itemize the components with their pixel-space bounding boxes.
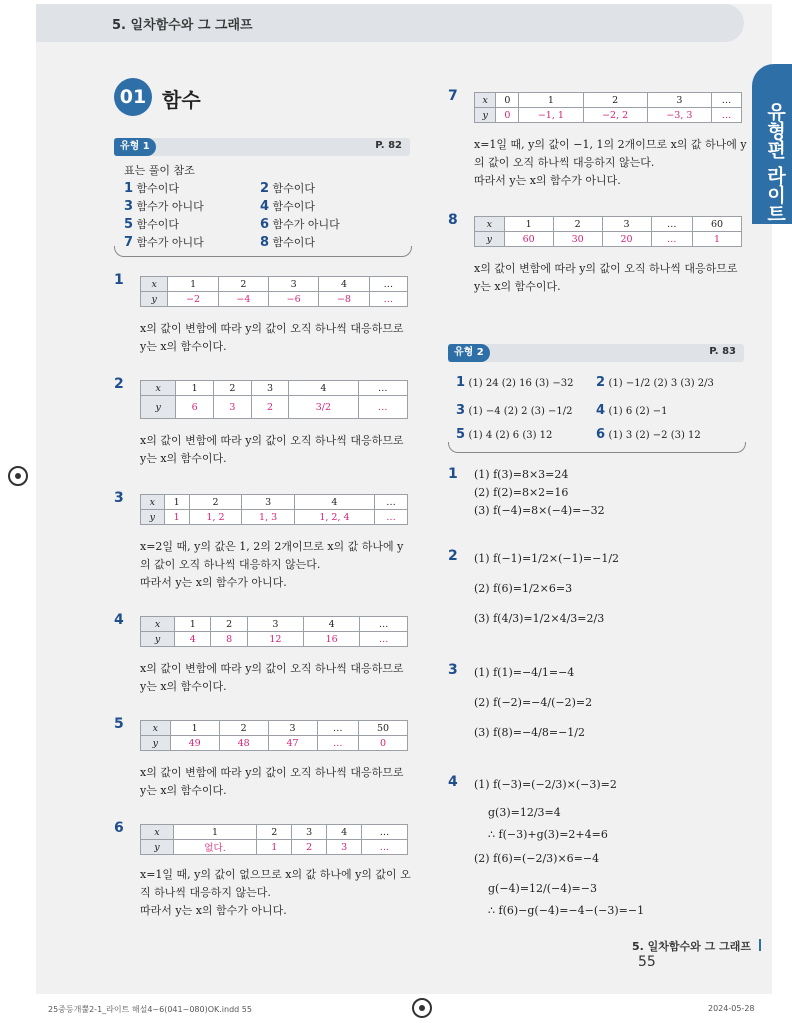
print-date: 2024-05-28 — [708, 1004, 755, 1013]
type2-answer: 2 (1) −1/2 (2) 3 (3) 2/3 — [596, 375, 714, 390]
table-cell: … — [651, 232, 693, 247]
table-cell: y — [141, 292, 168, 307]
table-cell: 4 — [327, 825, 362, 840]
table-cell: … — [369, 277, 407, 292]
solution-text: x의 값이 변함에 따라 y의 값이 오직 하나씩 대응하므로 y는 x의 함수이다. — [474, 262, 738, 293]
table-cell: 3 — [268, 721, 317, 736]
table-cell: 3 — [269, 277, 319, 292]
solution-text: x의 값이 변함에 따라 y의 값이 오직 하나씩 대응하므로 y는 x의 함수이다. — [140, 322, 404, 353]
table-cell: … — [358, 396, 407, 419]
registration-mark-icon — [412, 998, 432, 1018]
value-table — [474, 92, 742, 123]
type2-answer: 3 (1) −4 (2) 2 (3) −1/2 — [456, 403, 573, 418]
value-table — [140, 824, 408, 855]
equation-line: ∴ f(6)−g(−4)=−4−(−3)=−1 — [488, 904, 645, 917]
type2-page-ref: P. 83 — [709, 346, 736, 357]
table-cell: −2, 2 — [583, 108, 647, 123]
table-cell: … — [374, 510, 407, 525]
answer-box-bracket — [448, 442, 746, 453]
table-cell: x — [141, 721, 171, 736]
problem-number: 6 — [114, 820, 124, 836]
problem-number: 4 — [114, 612, 124, 628]
solution-conclusion: 따라서 y는 x의 함수가 아니다. — [140, 576, 287, 589]
table-cell: x — [141, 495, 165, 510]
table-cell: … — [317, 736, 359, 751]
table-cell: 4 — [289, 381, 358, 396]
side-tab-label: 유형편 라이트 — [764, 102, 786, 223]
chapter-header — [36, 4, 744, 42]
table-cell: 16 — [304, 632, 360, 647]
table-cell: 4 — [175, 632, 211, 647]
table-cell: 1, 2 — [189, 510, 242, 525]
table-cell: x — [141, 825, 174, 840]
equation-line: (3) f(8)=−4/8=−1/2 — [474, 726, 586, 739]
table-cell: 없다. — [173, 840, 256, 855]
problem-number: 2 — [448, 548, 458, 564]
table-cell: 2 — [211, 617, 247, 632]
table-cell: 49 — [170, 736, 219, 751]
table-cell: 4 — [294, 495, 374, 510]
table-cell: −6 — [269, 292, 319, 307]
type2-answer: 5 (1) 4 (2) 6 (3) 12 — [456, 427, 553, 442]
problem-number: 3 — [114, 490, 124, 506]
table-cell: 2 — [219, 721, 268, 736]
table-cell: 1 — [257, 840, 292, 855]
table-cell: 30 — [553, 232, 602, 247]
footer-divider — [759, 939, 761, 951]
chapter-title: 5. 일차함수와 그 그래프 — [112, 18, 253, 33]
table-cell: 20 — [602, 232, 651, 247]
table-cell: 1 — [175, 617, 211, 632]
table-cell: … — [369, 292, 407, 307]
type1-answer: 6 함수가 아니다 — [260, 217, 340, 232]
table-cell: −2 — [168, 292, 218, 307]
equation-line: (3) f(−4)=8×(−4)=−32 — [474, 504, 605, 517]
type1-answer: 5 함수이다 — [124, 217, 180, 232]
table-cell: 2 — [553, 217, 602, 232]
type1-answer: 7 함수가 아니다 — [124, 235, 204, 250]
type2-answer-grid — [456, 374, 746, 444]
value-table — [140, 720, 408, 751]
registration-mark-icon — [8, 466, 28, 486]
page-number: 55 — [638, 954, 656, 970]
table-cell: 12 — [247, 632, 303, 647]
solution-text: x=1일 때, y의 값이 없으므로 x의 값 하나에 y의 값이 오직 하나씩 대응하지 않는다. — [140, 868, 411, 899]
equation-line: (1) f(1)=−4/1=−4 — [474, 666, 575, 679]
table-cell: y — [141, 396, 176, 419]
table-cell: 3 — [251, 381, 289, 396]
table-cell: 1 — [176, 381, 214, 396]
table-cell: x — [475, 217, 505, 232]
table-cell: y — [141, 736, 171, 751]
type1-bar — [114, 138, 410, 156]
equation-line: (3) f(4/3)=1/2×4/3=2/3 — [474, 612, 605, 625]
table-cell: 1 — [168, 277, 218, 292]
table-cell: 48 — [219, 736, 268, 751]
page-footer — [632, 938, 772, 970]
table-cell: 0 — [496, 108, 519, 123]
table-cell: 0 — [496, 93, 519, 108]
table-cell: 1 — [173, 825, 256, 840]
equation-line: (2) f(6)=(−2/3)×6=−4 — [474, 852, 600, 865]
solution-text: x=1일 때, y의 값이 −1, 1의 2개이므로 x의 값 하나에 y의 값이 오직 하나씩 대응하지 않는다. — [474, 138, 747, 169]
table-cell: 2 — [189, 495, 242, 510]
value-table — [140, 276, 408, 307]
table-cell: 3 — [242, 495, 295, 510]
footer-chapter: 5. 일차함수와 그 그래프 — [632, 940, 751, 953]
type2-answer: 1 (1) 24 (2) 16 (3) −32 — [456, 375, 574, 390]
table-cell: 3 — [647, 93, 711, 108]
table-cell: x — [141, 381, 176, 396]
table-cell: … — [362, 825, 408, 840]
type1-answer: 8 함수이다 — [260, 235, 316, 250]
type1-answer: 1 함수이다 — [124, 181, 180, 196]
table-cell: 3 — [292, 825, 327, 840]
problem-number: 1 — [114, 272, 124, 288]
table-cell: 47 — [268, 736, 317, 751]
type2-label: 유형 2 — [448, 344, 490, 362]
problem-number: 7 — [448, 88, 458, 104]
type2-bar — [448, 344, 744, 362]
type1-answer: 3 함수가 아니다 — [124, 199, 204, 214]
problem-number: 3 — [448, 662, 458, 678]
table-cell: 1 — [504, 217, 553, 232]
table-cell: 1 — [164, 495, 189, 510]
section-number-badge: 01 — [114, 78, 152, 116]
type1-intro: 표는 풀이 참조 — [124, 164, 195, 177]
table-cell: 3 — [602, 217, 651, 232]
table-cell: x — [141, 277, 168, 292]
table-cell: 2 — [292, 840, 327, 855]
solution-text: x의 값이 변함에 따라 y의 값이 오직 하나씩 대응하므로 y는 x의 함수이다. — [140, 662, 404, 693]
table-cell: 3 — [247, 617, 303, 632]
equation-line: g(−4)=12/(−4)=−3 — [488, 882, 597, 895]
value-table — [140, 616, 408, 647]
table-cell: 60 — [504, 232, 553, 247]
section-title: 함수 — [162, 88, 201, 112]
table-cell: … — [360, 632, 408, 647]
table-cell: −1, 1 — [519, 108, 583, 123]
side-tab — [752, 64, 792, 224]
type1-page-ref: P. 82 — [375, 140, 402, 151]
table-cell: y — [141, 840, 174, 855]
table-cell: … — [317, 721, 359, 736]
table-cell: 3 — [327, 840, 362, 855]
file-info: 25중등개뿔2-1_라이트 해설4~6(041~080)OK.indd 55 — [48, 1005, 252, 1014]
table-cell: 1 — [693, 232, 742, 247]
problem-number: 2 — [114, 376, 124, 392]
equation-line: (2) f(2)=8×2=16 — [474, 486, 569, 499]
table-cell: 8 — [211, 632, 247, 647]
equation-line: (1) f(3)=8×3=24 — [474, 468, 569, 481]
table-cell: … — [360, 617, 408, 632]
table-cell: … — [358, 381, 407, 396]
table-cell: y — [141, 510, 165, 525]
solution-text: x의 값이 변함에 따라 y의 값이 오직 하나씩 대응하므로 y는 x의 함수이다. — [140, 766, 404, 797]
problem-number: 5 — [114, 716, 124, 732]
type2-answer: 4 (1) 6 (2) −1 — [596, 403, 668, 418]
table-cell: x — [475, 93, 496, 108]
table-cell: y — [475, 108, 496, 123]
equation-line: (1) f(−1)=1/2×(−1)=−1/2 — [474, 552, 620, 565]
table-cell: 4 — [304, 617, 360, 632]
table-cell: 2 — [251, 396, 289, 419]
problem-number: 8 — [448, 212, 458, 228]
value-table — [474, 216, 742, 247]
table-cell: 4 — [319, 277, 369, 292]
type2-answer: 6 (1) 3 (2) −2 (3) 12 — [596, 427, 701, 442]
table-cell: 2 — [257, 825, 292, 840]
problem-number: 1 — [448, 466, 458, 482]
solution-text: x=2일 때, y의 값은 1, 2의 2개이므로 x의 값 하나에 y의 값이 오직 하나씩 대응하지 않는다. — [140, 540, 404, 571]
table-cell: 60 — [693, 217, 742, 232]
solution-conclusion: 따라서 y는 x의 함수가 아니다. — [474, 174, 621, 187]
equation-line: g(3)=12/3=4 — [488, 806, 561, 819]
table-cell: 1 — [164, 510, 189, 525]
table-cell: … — [712, 108, 742, 123]
table-cell: −3, 3 — [647, 108, 711, 123]
table-cell: … — [712, 93, 742, 108]
value-table — [140, 494, 408, 525]
equation-line: (2) f(6)=1/2×6=3 — [474, 582, 573, 595]
table-cell: 1, 3 — [242, 510, 295, 525]
table-cell: … — [651, 217, 693, 232]
table-cell: y — [141, 632, 175, 647]
equation-line: (1) f(−3)=(−2/3)×(−3)=2 — [474, 778, 617, 791]
table-cell: 1 — [519, 93, 583, 108]
problem-number: 4 — [448, 774, 458, 790]
table-cell: x — [141, 617, 175, 632]
table-cell: 3/2 — [289, 396, 358, 419]
type1-label: 유형 1 — [114, 138, 156, 156]
table-cell: 6 — [176, 396, 214, 419]
table-cell: 50 — [359, 721, 408, 736]
solution-conclusion: 따라서 y는 x의 함수가 아니다. — [140, 904, 287, 917]
table-cell: … — [374, 495, 407, 510]
table-cell: 2 — [214, 381, 252, 396]
table-cell: 2 — [218, 277, 268, 292]
solution-text: x의 값이 변함에 따라 y의 값이 오직 하나씩 대응하므로 y는 x의 함수이다. — [140, 434, 404, 465]
value-table — [140, 380, 408, 419]
equation-line: ∴ f(−3)+g(3)=2+4=6 — [488, 828, 608, 841]
table-cell: −4 — [218, 292, 268, 307]
type1-answer: 4 함수이다 — [260, 199, 316, 214]
table-cell: 3 — [214, 396, 252, 419]
table-cell: 0 — [359, 736, 408, 751]
equation-line: (2) f(−2)=−4/(−2)=2 — [474, 696, 593, 709]
table-cell: y — [475, 232, 505, 247]
table-cell: … — [362, 840, 408, 855]
type1-answer: 2 함수이다 — [260, 181, 316, 196]
table-cell: 1 — [170, 721, 219, 736]
table-cell: 2 — [583, 93, 647, 108]
table-cell: −8 — [319, 292, 369, 307]
answer-box-bracket — [114, 246, 412, 257]
table-cell: 1, 2, 4 — [294, 510, 374, 525]
